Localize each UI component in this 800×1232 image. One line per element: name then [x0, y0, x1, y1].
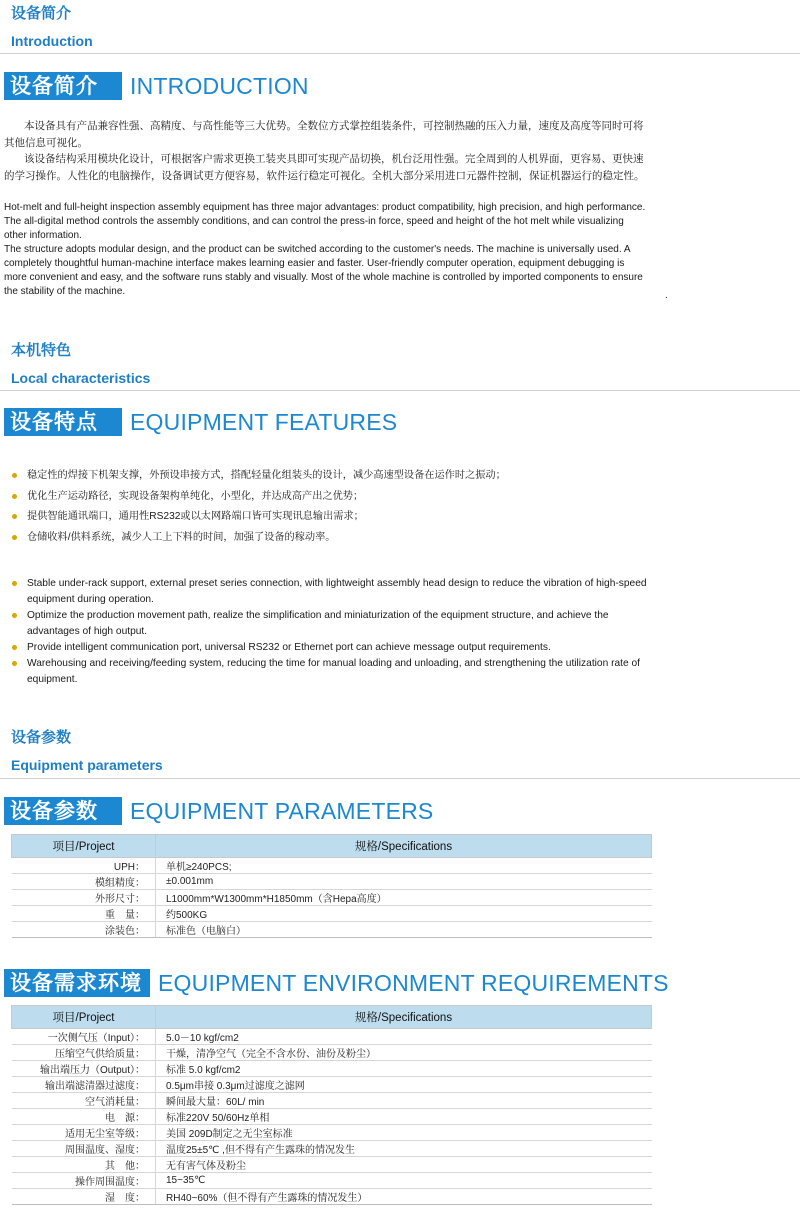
- bullet-icon: [12, 613, 17, 618]
- row-value: 干燥，清净空气（完全不含水份、油份及粉尘）: [156, 1045, 652, 1061]
- row-value: 美国 209D制定之无尘室标准: [156, 1125, 652, 1141]
- list-item-text: 提供智能通讯端口，通用性RS232或以太网路端口皆可实现讯息输出需求；: [27, 511, 364, 522]
- parameters-table: [11, 834, 652, 938]
- list-item-text: 稳定性的焊接下机架支撑，外预设串接方式，搭配轻量化组装头的设计，减少高速型设备在运作时之振动；: [27, 470, 506, 481]
- table-row: [12, 1141, 652, 1157]
- banner-environment: [4, 968, 669, 998]
- table-row: [12, 874, 652, 890]
- row-label: 适用无尘室等级：: [12, 1125, 156, 1141]
- table-row: [12, 922, 652, 938]
- row-value: 标准 5.0 kgf/cm2: [156, 1061, 652, 1077]
- list-item-text: Stable under-rack support, external preset series connection, with lightweight assembly head design to reduce the vibration of high-speed equipment during operation.: [27, 578, 647, 605]
- list-item-text: 仓储收料/供料系统，减少人工上下料的时间，加强了设备的稼动率。: [27, 531, 336, 543]
- row-value: L1000mm*W1300mm*H1850mm（含Hepa高度）: [156, 890, 652, 906]
- bullet-icon: [12, 535, 17, 540]
- banner-title: EQUIPMENT FEATURES: [130, 408, 398, 435]
- banner-title: INTRODUCTION: [130, 72, 309, 99]
- list-item-text: Warehousing and receiving/feeding system, reducing the time for manual loading and unloading, and strengthening the utilization rate of equipment.: [27, 658, 640, 685]
- column-header-spec: 规格/Specifications: [156, 835, 652, 858]
- table-row: [12, 1077, 652, 1093]
- banner-tag: 设备简介: [4, 72, 122, 100]
- heading-cn: 设备简介: [11, 5, 72, 22]
- bullet-icon: [12, 494, 17, 499]
- row-label: 输出端滤清器过滤度：: [12, 1077, 156, 1093]
- intro-paragraph-cn: 该设备结构采用模块化设计，可根据客户需求更换工装夹具即可实现产品切换，机台泛用性强。完全周到的人机界面，更容易、更快速的学习操作。人性化的电脑操作，设备调试更方便容易，软件运行稳定可视化。全机大部分采用进口元器件控制，保证机器运行的稳定性。: [4, 153, 645, 182]
- table-row: [12, 1061, 652, 1077]
- list-item-text: Optimize the production movement path, realize the simplification and miniaturization of the equipment structure, and achieve the advantages of high output.: [27, 610, 609, 637]
- row-label: 重 量：: [12, 906, 156, 922]
- heading-en: Introduction: [11, 33, 93, 49]
- heading-cn: 设备参数: [11, 729, 72, 746]
- table-row: [12, 858, 652, 874]
- feature-list-cn: [10, 466, 660, 548]
- banner-tag: 设备特点: [4, 408, 122, 436]
- table-row: [12, 1093, 652, 1109]
- banner-parameters: [4, 796, 433, 826]
- row-label: 操作周围温度：: [12, 1173, 156, 1189]
- list-item: [10, 528, 660, 549]
- row-label: 电 源：: [12, 1109, 156, 1125]
- table-row: [12, 890, 652, 906]
- list-item: [10, 656, 660, 688]
- row-label: 涂装色：: [12, 922, 156, 938]
- intro-paragraph-cn: 本设备具有产品兼容性强、高精度、与高性能等三大优势。全数位方式掌控组装条件，可控制热融的压入力量，速度及高度等同时可将其他信息可视化。: [4, 120, 644, 149]
- banner-title: EQUIPMENT ENVIRONMENT REQUIREMENTS: [158, 969, 669, 996]
- list-item: [10, 466, 660, 487]
- divider: [0, 53, 800, 54]
- table-row: [12, 1045, 652, 1061]
- row-value: 标准220V 50/60Hz单相: [156, 1109, 652, 1125]
- row-value: 15~35℃: [156, 1173, 652, 1189]
- row-label: 其 他：: [12, 1157, 156, 1173]
- bullet-icon: [12, 581, 17, 586]
- bullet-icon: [12, 473, 17, 478]
- row-value: 无有害气体及粉尘: [156, 1157, 652, 1173]
- list-item: [10, 487, 660, 508]
- feature-list-en: [10, 576, 660, 688]
- list-item: [10, 576, 660, 608]
- list-item-text: 优化生产运动路径，实现设备架构单纯化，小型化，并达成高产出之优势；: [27, 490, 364, 502]
- intro-text: [4, 118, 649, 184]
- table-header-row: [12, 1006, 652, 1029]
- section-heading-parameters: [11, 728, 163, 775]
- bullet-icon: [12, 645, 17, 650]
- column-header-project: 项目/Project: [12, 835, 156, 858]
- table-row: [12, 1173, 652, 1189]
- row-value: 约500KG: [156, 906, 652, 922]
- row-label: 输出端压力（Output）：: [12, 1061, 156, 1077]
- divider: [0, 390, 800, 391]
- row-label: 周围温度、湿度：: [12, 1141, 156, 1157]
- row-value: 单机≥240PCS;: [156, 858, 652, 874]
- section-heading-features: [11, 341, 150, 388]
- row-label: 模组精度：: [12, 874, 156, 890]
- table-row: [12, 1109, 652, 1125]
- column-header-project: 项目/Project: [12, 1006, 156, 1029]
- table-row: [12, 906, 652, 922]
- list-item: [10, 640, 660, 656]
- bullet-icon: [12, 661, 17, 666]
- row-value: 5.0－10 kgf/cm2: [156, 1029, 652, 1045]
- stray-mark: .: [665, 290, 668, 301]
- row-value: 温度25±5℃ ,但不得有产生露珠的情况发生: [156, 1141, 652, 1157]
- banner-introduction: [4, 71, 309, 101]
- row-value: 瞬间最大量：60L/ min: [156, 1093, 652, 1109]
- list-item-text: Provide intelligent communication port, universal RS232 or Ethernet port can achieve message output requirements.: [27, 642, 551, 653]
- banner-tag: 设备需求环境: [4, 969, 150, 997]
- row-label: 压缩空气供给质量：: [12, 1045, 156, 1061]
- table-row: [12, 1189, 652, 1205]
- table-header-row: [12, 835, 652, 858]
- row-label: 外形尺寸：: [12, 890, 156, 906]
- row-label: 湿 度：: [12, 1189, 156, 1205]
- intro-text-en: [4, 201, 649, 299]
- row-value: ±0.001mm: [156, 874, 652, 890]
- intro-paragraph-en: The structure adopts modular design, and the product can be switched according to the customer's needs. The machine is universally used. A completely thoughtful human-machine interface makes learning easier and faster. User-friendly computer operation, equipment debugging is more convenient and easy, and the software runs stably and visually. Most of the whole machine is controlled by imported components to ensure the stability of the machine.: [4, 244, 643, 297]
- divider: [0, 778, 800, 779]
- section-heading-introduction: [11, 4, 93, 51]
- banner-features: [4, 407, 397, 437]
- row-label: 一次侧气压（Input）：: [12, 1029, 156, 1045]
- intro-paragraph-en: Hot-melt and full-height inspection assembly equipment has three major advantages: product compatibility, high precision, and high performance. The all-digital method controls the assembly conditions, and can control the press-in force, speed and height of the hot melt while visualizing other information.: [4, 202, 646, 241]
- heading-en: Local characteristics: [11, 370, 151, 386]
- banner-tag: 设备参数: [4, 797, 122, 825]
- row-label: 空气消耗量：: [12, 1093, 156, 1109]
- list-item: [10, 608, 660, 640]
- heading-en: Equipment parameters: [11, 757, 163, 773]
- row-value: RH40~60%（但不得有产生露珠的情况发生）: [156, 1189, 652, 1205]
- bullet-icon: [12, 514, 17, 519]
- list-item: [10, 507, 660, 528]
- environment-table: [11, 1005, 652, 1205]
- heading-cn: 本机特色: [11, 342, 72, 359]
- table-row: [12, 1125, 652, 1141]
- table-row: [12, 1157, 652, 1173]
- row-value: 0.5μm串接 0.3μm过滤度之滤网: [156, 1077, 652, 1093]
- column-header-spec: 规格/Specifications: [156, 1006, 652, 1029]
- row-value: 标准色（电脑白）: [156, 922, 652, 938]
- banner-title: EQUIPMENT PARAMETERS: [130, 797, 434, 824]
- table-row: [12, 1029, 652, 1045]
- row-label: UPH：: [12, 858, 156, 874]
